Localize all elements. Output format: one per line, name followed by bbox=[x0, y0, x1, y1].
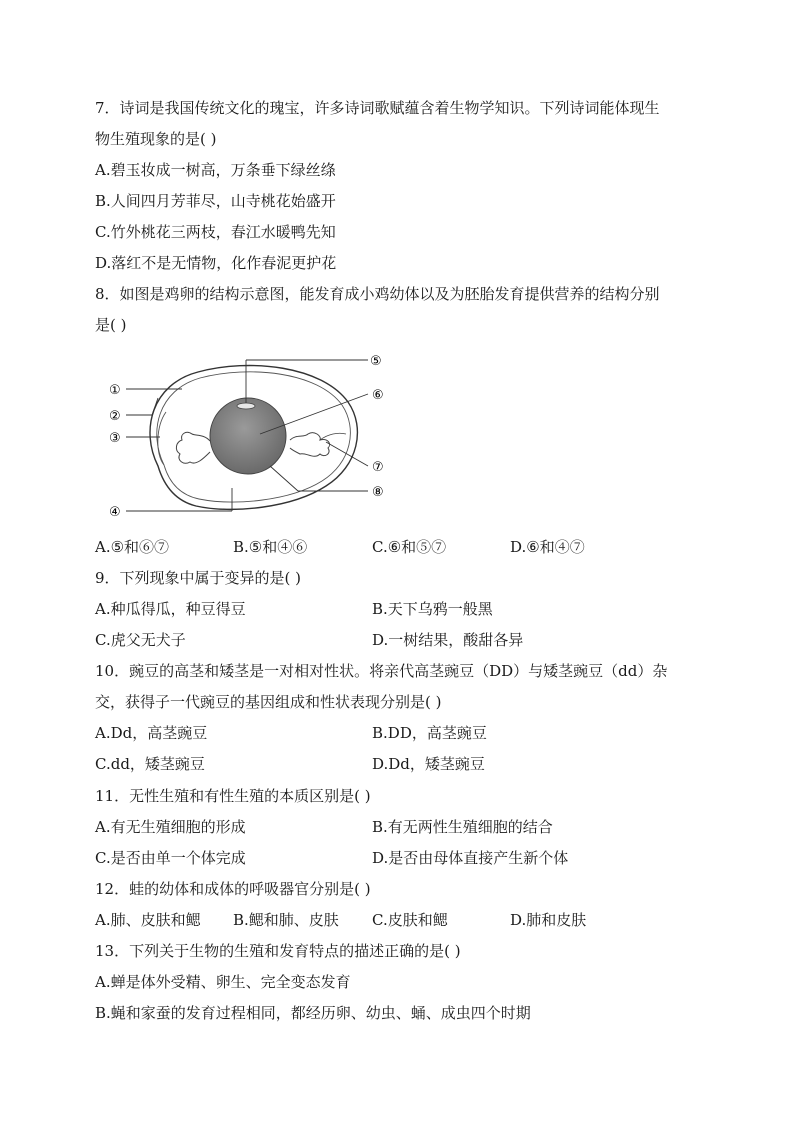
question-11-option-a: A.有无生殖细胞的形成 bbox=[95, 818, 246, 836]
question-7-stem-line2: 物生殖现象的是( ) bbox=[95, 130, 217, 148]
question-7-stem-line1: 7．诗词是我国传统文化的瑰宝，许多诗词歌赋蕴含着生物学知识。下列诗词能体现生 bbox=[95, 99, 660, 117]
question-10-option-a: A.Dd，高茎豌豆 bbox=[95, 724, 208, 742]
question-11-option-b: B.有无两性生殖细胞的结合 bbox=[372, 818, 553, 836]
question-8-stem-line2: 是( ) bbox=[95, 316, 127, 334]
question-8-stem-line1: 8．如图是鸡卵的结构示意图，能发育成小鸡幼体以及为胚胎发育提供营养的结构分别 bbox=[95, 285, 660, 303]
yolk bbox=[210, 398, 286, 474]
question-13-option-b: B.蝇和家蚕的发育过程相同，都经历卵、幼虫、蛹、成虫四个时期 bbox=[95, 1004, 531, 1022]
question-10-option-d: D.Dd，矮茎豌豆 bbox=[372, 755, 485, 773]
question-9-option-d: D.一树结果，酸甜各异 bbox=[372, 631, 524, 649]
label-8: ⑧ bbox=[372, 485, 384, 500]
question-8-option-d: D.⑥和④⑦ bbox=[510, 538, 585, 556]
label-1: ① bbox=[109, 383, 121, 398]
label-7: ⑦ bbox=[372, 460, 384, 475]
label-3: ③ bbox=[109, 431, 121, 446]
question-7-option-b: B.人间四月芳菲尽，山寺桃花始盛开 bbox=[95, 192, 336, 210]
label-6: ⑥ bbox=[372, 388, 384, 403]
question-11-option-d: D.是否由母体直接产生新个体 bbox=[372, 849, 569, 867]
chalaza-right bbox=[290, 433, 330, 457]
question-7-option-c: C.竹外桃花三两枝，春江水暖鸭先知 bbox=[95, 223, 336, 241]
question-8-option-b: B.⑤和④⑥ bbox=[233, 538, 308, 556]
question-10-option-b: B.DD，高茎豌豆 bbox=[372, 724, 487, 742]
question-9-option-a: A.种瓜得瓜，种豆得豆 bbox=[95, 600, 246, 618]
question-9-option-c: C.虎父无犬子 bbox=[95, 631, 186, 649]
question-13-stem: 13．下列关于生物的生殖和发育特点的描述正确的是( ) bbox=[95, 942, 461, 960]
chalaza-left bbox=[176, 432, 210, 463]
label-2: ② bbox=[109, 409, 121, 424]
question-10-option-c: C.dd，矮茎豌豆 bbox=[95, 755, 205, 773]
germinal-disc bbox=[237, 403, 255, 409]
label-4: ④ bbox=[109, 505, 121, 520]
question-10-stem-line2: 交，获得子一代豌豆的基因组成和性状表现分别是( ) bbox=[95, 693, 442, 711]
question-8-option-c: C.⑥和⑤⑦ bbox=[372, 538, 447, 556]
question-13-option-a: A.蝉是体外受精、卵生、完全变态发育 bbox=[95, 973, 351, 991]
question-9-option-b: B.天下乌鸦一般黑 bbox=[372, 600, 493, 618]
question-12-option-a: A.肺、皮肤和鳃 bbox=[95, 911, 201, 929]
question-9-stem: 9．下列现象中属于变异的是( ) bbox=[95, 569, 302, 587]
question-12-option-d: D.肺和皮肤 bbox=[510, 911, 587, 929]
question-10-stem-line1: 10．豌豆的高茎和矮茎是一对相对性状。将亲代高茎豌豆（DD）与矮茎豌豆（dd）杂 bbox=[95, 662, 668, 680]
egg-structure-diagram bbox=[100, 348, 400, 526]
air-cell bbox=[158, 412, 166, 465]
question-11-stem: 11．无性生殖和有性生殖的本质区别是( ) bbox=[95, 787, 371, 805]
question-7-option-a: A.碧玉妆成一树高，万条垂下绿丝绦 bbox=[95, 161, 336, 179]
question-7-option-d: D.落红不是无情物，化作春泥更护花 bbox=[95, 254, 337, 272]
question-12-stem: 12．蛙的幼体和成体的呼吸器官分别是( ) bbox=[95, 880, 371, 898]
question-12-option-b: B.鳃和肺、皮肤 bbox=[233, 911, 339, 929]
question-8-option-a: A.⑤和⑥⑦ bbox=[95, 538, 170, 556]
question-12-option-c: C.皮肤和鳃 bbox=[372, 911, 448, 929]
label-5: ⑤ bbox=[370, 354, 382, 369]
question-11-option-c: C.是否由单一个体完成 bbox=[95, 849, 246, 867]
